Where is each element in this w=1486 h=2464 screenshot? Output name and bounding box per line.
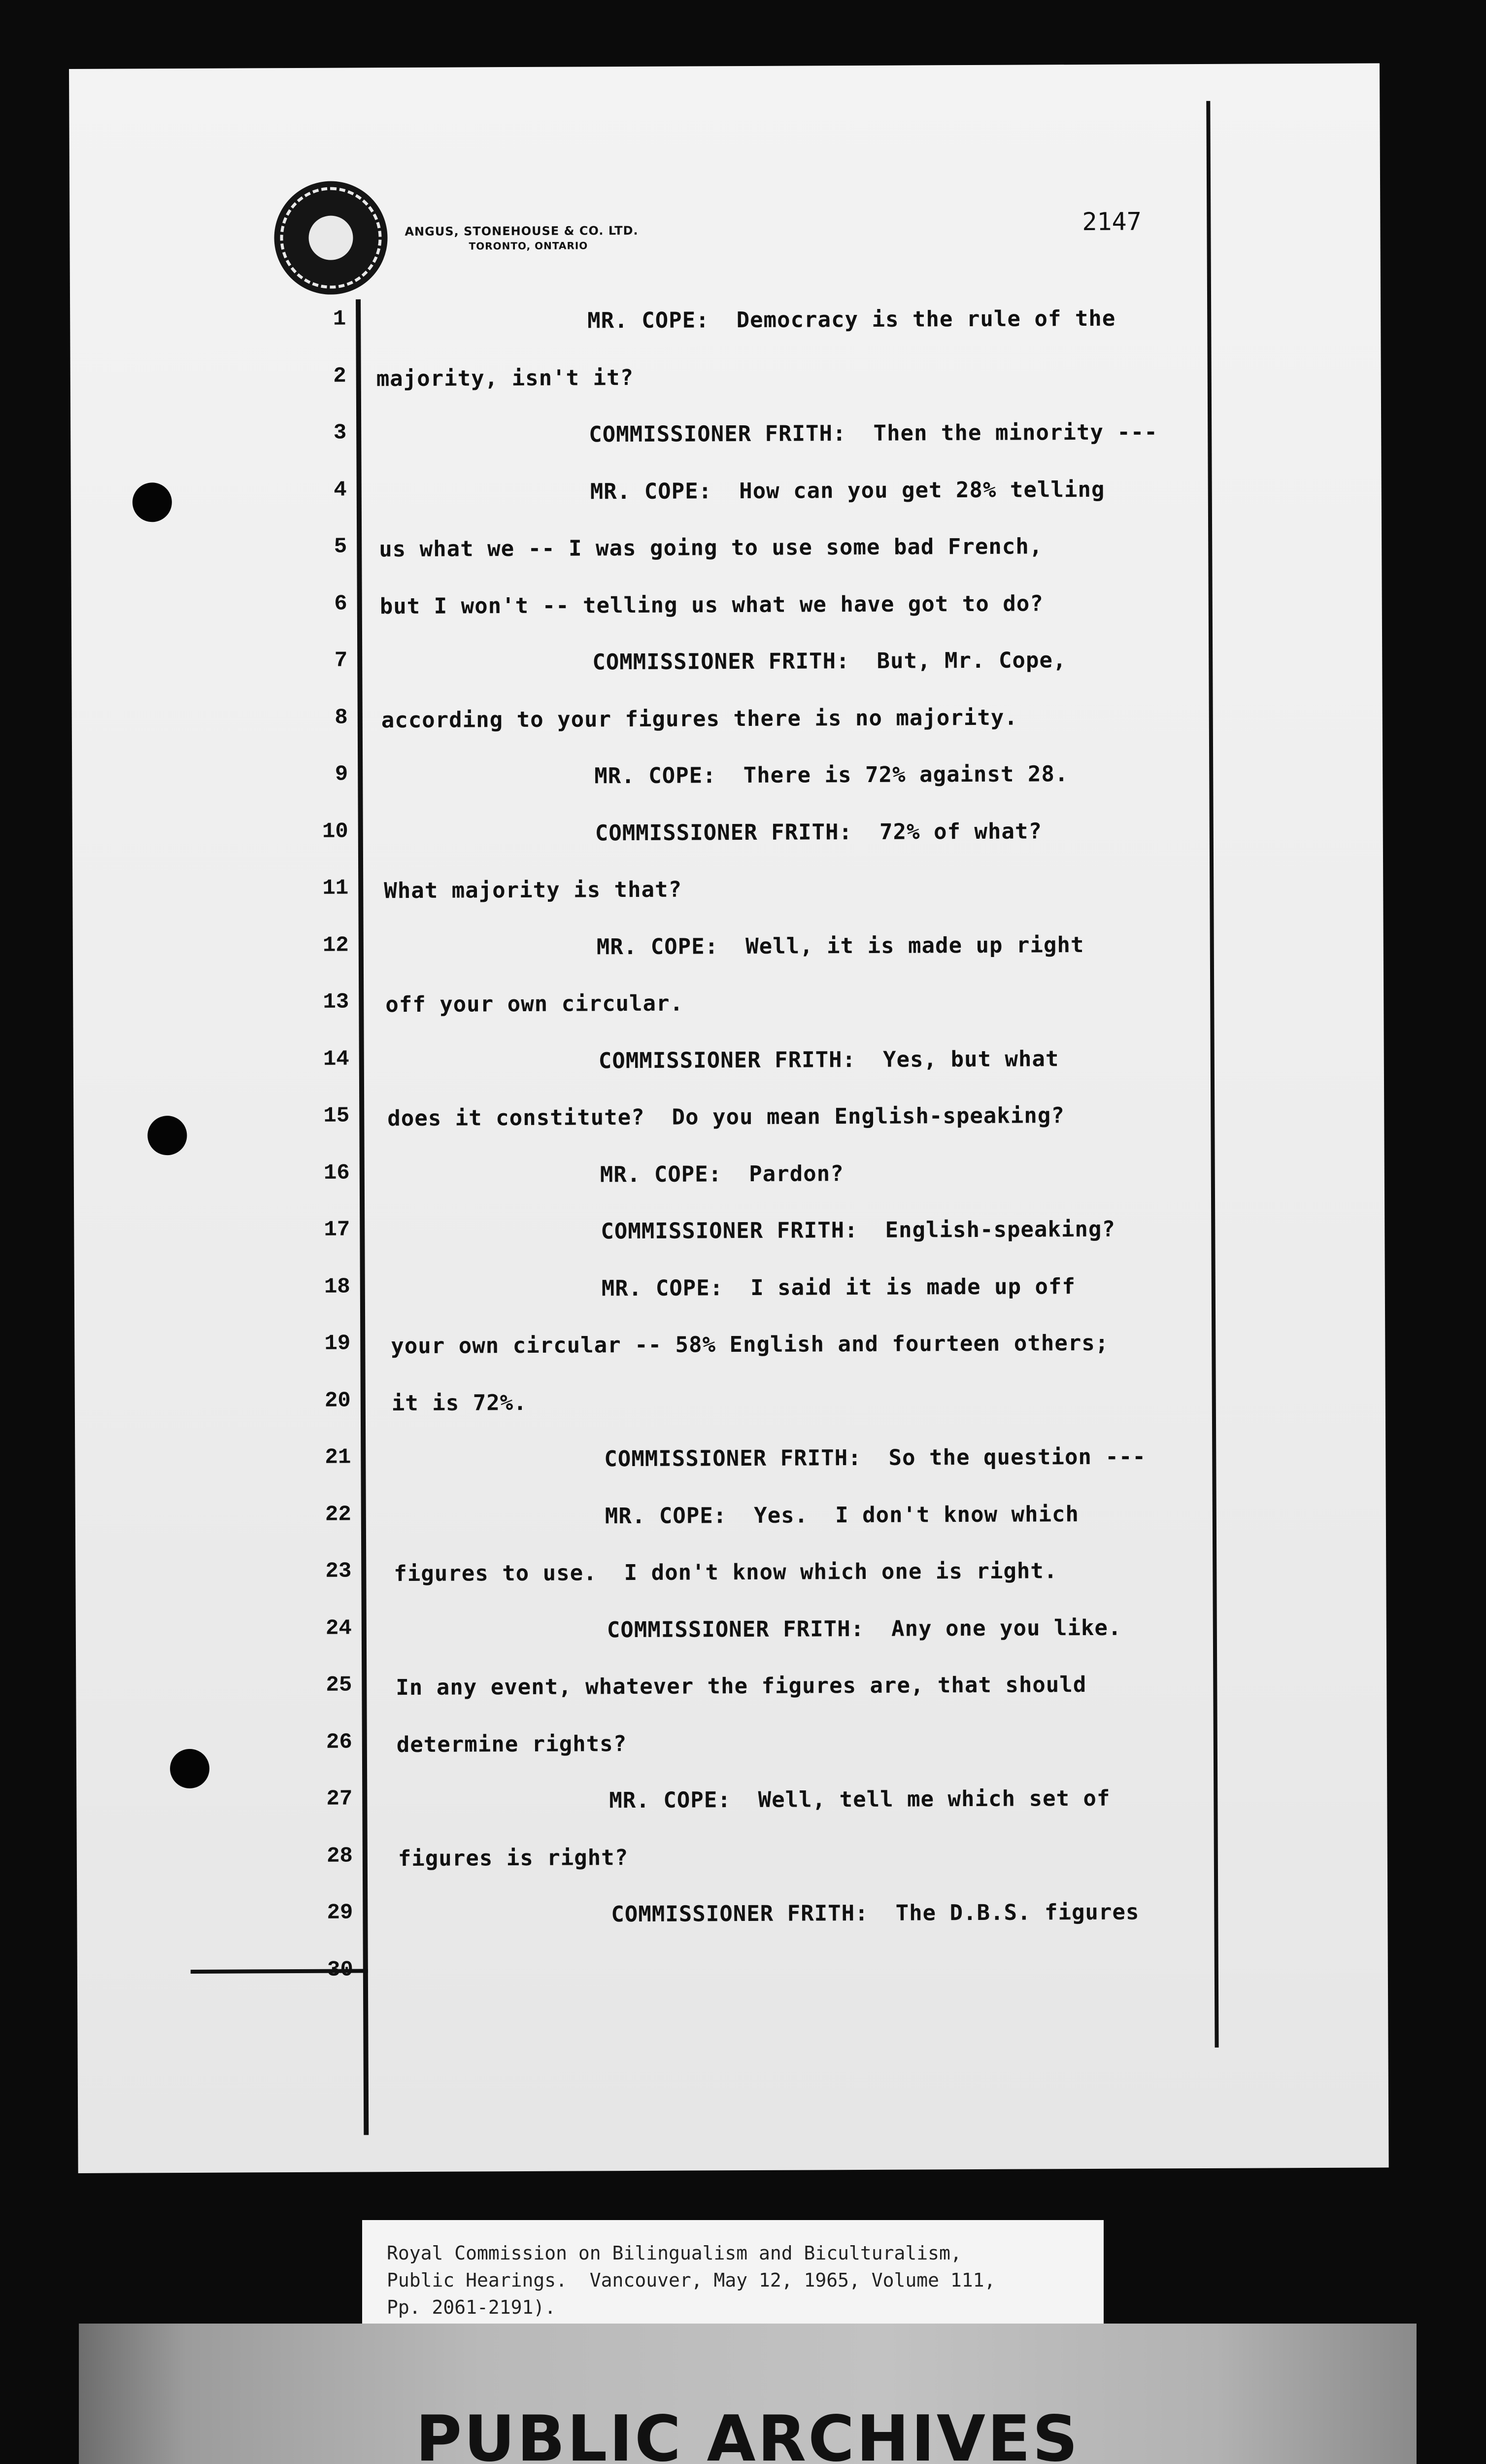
speaker-line: MR. COPE: Well, tell me which set of [609, 1785, 1111, 1814]
archives-stamp [79, 2324, 1417, 2464]
transcript-line: according to your figures there is no majority. [381, 705, 1018, 733]
line-number: 3 [333, 420, 347, 445]
archives-title-en: PUBLIC ARCHIVES [415, 2402, 1080, 2464]
transcript-line: In any event, whatever the figures are, that should [396, 1672, 1087, 1701]
citation-label [362, 2220, 1104, 2333]
line-number: 25 [326, 1673, 352, 1698]
speaker-line: COMMISSIONER FRITH: Then the minority --- [589, 419, 1158, 447]
line-number: 2 [333, 364, 346, 389]
line-number: 29 [327, 1900, 353, 1925]
line-number: 17 [324, 1217, 350, 1242]
line-number: 27 [326, 1786, 353, 1812]
line-number: 10 [322, 819, 348, 844]
right-margin-rule [1206, 101, 1218, 2048]
company-header [405, 223, 638, 254]
transcript-line: What majority is that? [384, 877, 682, 904]
citation-line: Royal Commission on Bilingualism and Biculturalism, [387, 2242, 962, 2264]
speaker-line: MR. COPE: Democracy is the rule of the [587, 306, 1116, 334]
transcript-line: off your own circular. [385, 991, 684, 1018]
line-number: 11 [322, 876, 349, 901]
speaker-line: COMMISSIONER FRITH: English-speaking? [601, 1216, 1116, 1244]
speaker-line: COMMISSIONER FRITH: So the question --- [604, 1444, 1147, 1472]
line-number: 1 [333, 307, 346, 332]
company-name: ANGUS, STONEHOUSE & CO. LTD. [405, 223, 639, 239]
line-number: 7 [334, 648, 348, 673]
speaker-line: MR. COPE: Yes. I don't know which [605, 1501, 1080, 1529]
punch-hole [170, 1749, 209, 1788]
transcript-line: figures to use. I don't know which one is right. [394, 1558, 1058, 1587]
line-number: 21 [325, 1445, 351, 1470]
line-number: 24 [325, 1616, 352, 1641]
speaker-line: COMMISSIONER FRITH: Yes, but what [598, 1046, 1059, 1073]
transcript-line: does it constitute? Do you mean English-speaking? [387, 1103, 1065, 1131]
speaker-line: MR. COPE: Pardon? [600, 1161, 844, 1187]
line-number: 15 [323, 1103, 350, 1129]
line-number: 22 [325, 1502, 351, 1527]
line-number: 9 [335, 762, 348, 787]
transcript-line: your own circular -- 58% English and fourteen others; [391, 1330, 1109, 1359]
line-number: 8 [335, 705, 348, 730]
transcript-line: us what we -- I was going to use some bad French, [379, 534, 1043, 562]
line-number: 6 [334, 591, 347, 616]
punch-hole [133, 482, 172, 522]
transcript-line: determine rights? [396, 1731, 627, 1757]
line-number: 19 [324, 1331, 351, 1356]
transcript-line: but I won't -- telling us what we have got to do? [379, 590, 1044, 619]
speaker-line: COMMISSIONER FRITH: Any one you like. [607, 1615, 1122, 1643]
line-number: 23 [325, 1559, 352, 1584]
citation-line: Public Hearings. Vancouver, May 12, 1965, Volume 111, [387, 2269, 996, 2291]
speaker-line: MR. COPE: How can you get 28% telling [590, 477, 1105, 504]
line-number: 4 [334, 478, 347, 503]
transcript-line: majority, isn't it? [376, 365, 634, 391]
transcript-line: it is 72%. [391, 1390, 527, 1416]
speaker-line: COMMISSIONER FRITH: But, Mr. Cope, [592, 648, 1067, 675]
seal-emblem [308, 215, 353, 260]
line-number: 30 [327, 1957, 353, 1983]
page-number: 2147 [1082, 207, 1142, 237]
speaker-line: MR. COPE: Well, it is made up right [596, 932, 1084, 959]
speaker-line: MR. COPE: There is 72% against 28. [594, 761, 1069, 789]
line-number: 5 [334, 534, 347, 559]
speaker-line: MR. COPE: I said it is made up off [601, 1273, 1076, 1301]
line-number: 16 [323, 1161, 350, 1186]
transcript-line: figures is right? [398, 1845, 629, 1871]
citation-line: Pp. 2061-2191). [387, 2296, 556, 2318]
transcript-page [69, 63, 1389, 2173]
line-number: 14 [323, 1047, 349, 1072]
company-city: TORONTO, ONTARIO [469, 240, 588, 252]
line-number: 26 [326, 1730, 352, 1755]
line-number: 28 [326, 1844, 353, 1869]
punch-hole [147, 1116, 187, 1155]
line-number: 20 [324, 1388, 351, 1413]
transcription-seal [274, 181, 388, 295]
speaker-line: COMMISSIONER FRITH: 72% of what? [595, 818, 1043, 846]
speaker-line: COMMISSIONER FRITH: The D.B.S. figures [611, 1899, 1140, 1927]
line-number: 18 [324, 1274, 350, 1300]
left-margin-rule [356, 299, 369, 2135]
line-number: 12 [322, 933, 349, 958]
line-number: 13 [323, 990, 349, 1015]
